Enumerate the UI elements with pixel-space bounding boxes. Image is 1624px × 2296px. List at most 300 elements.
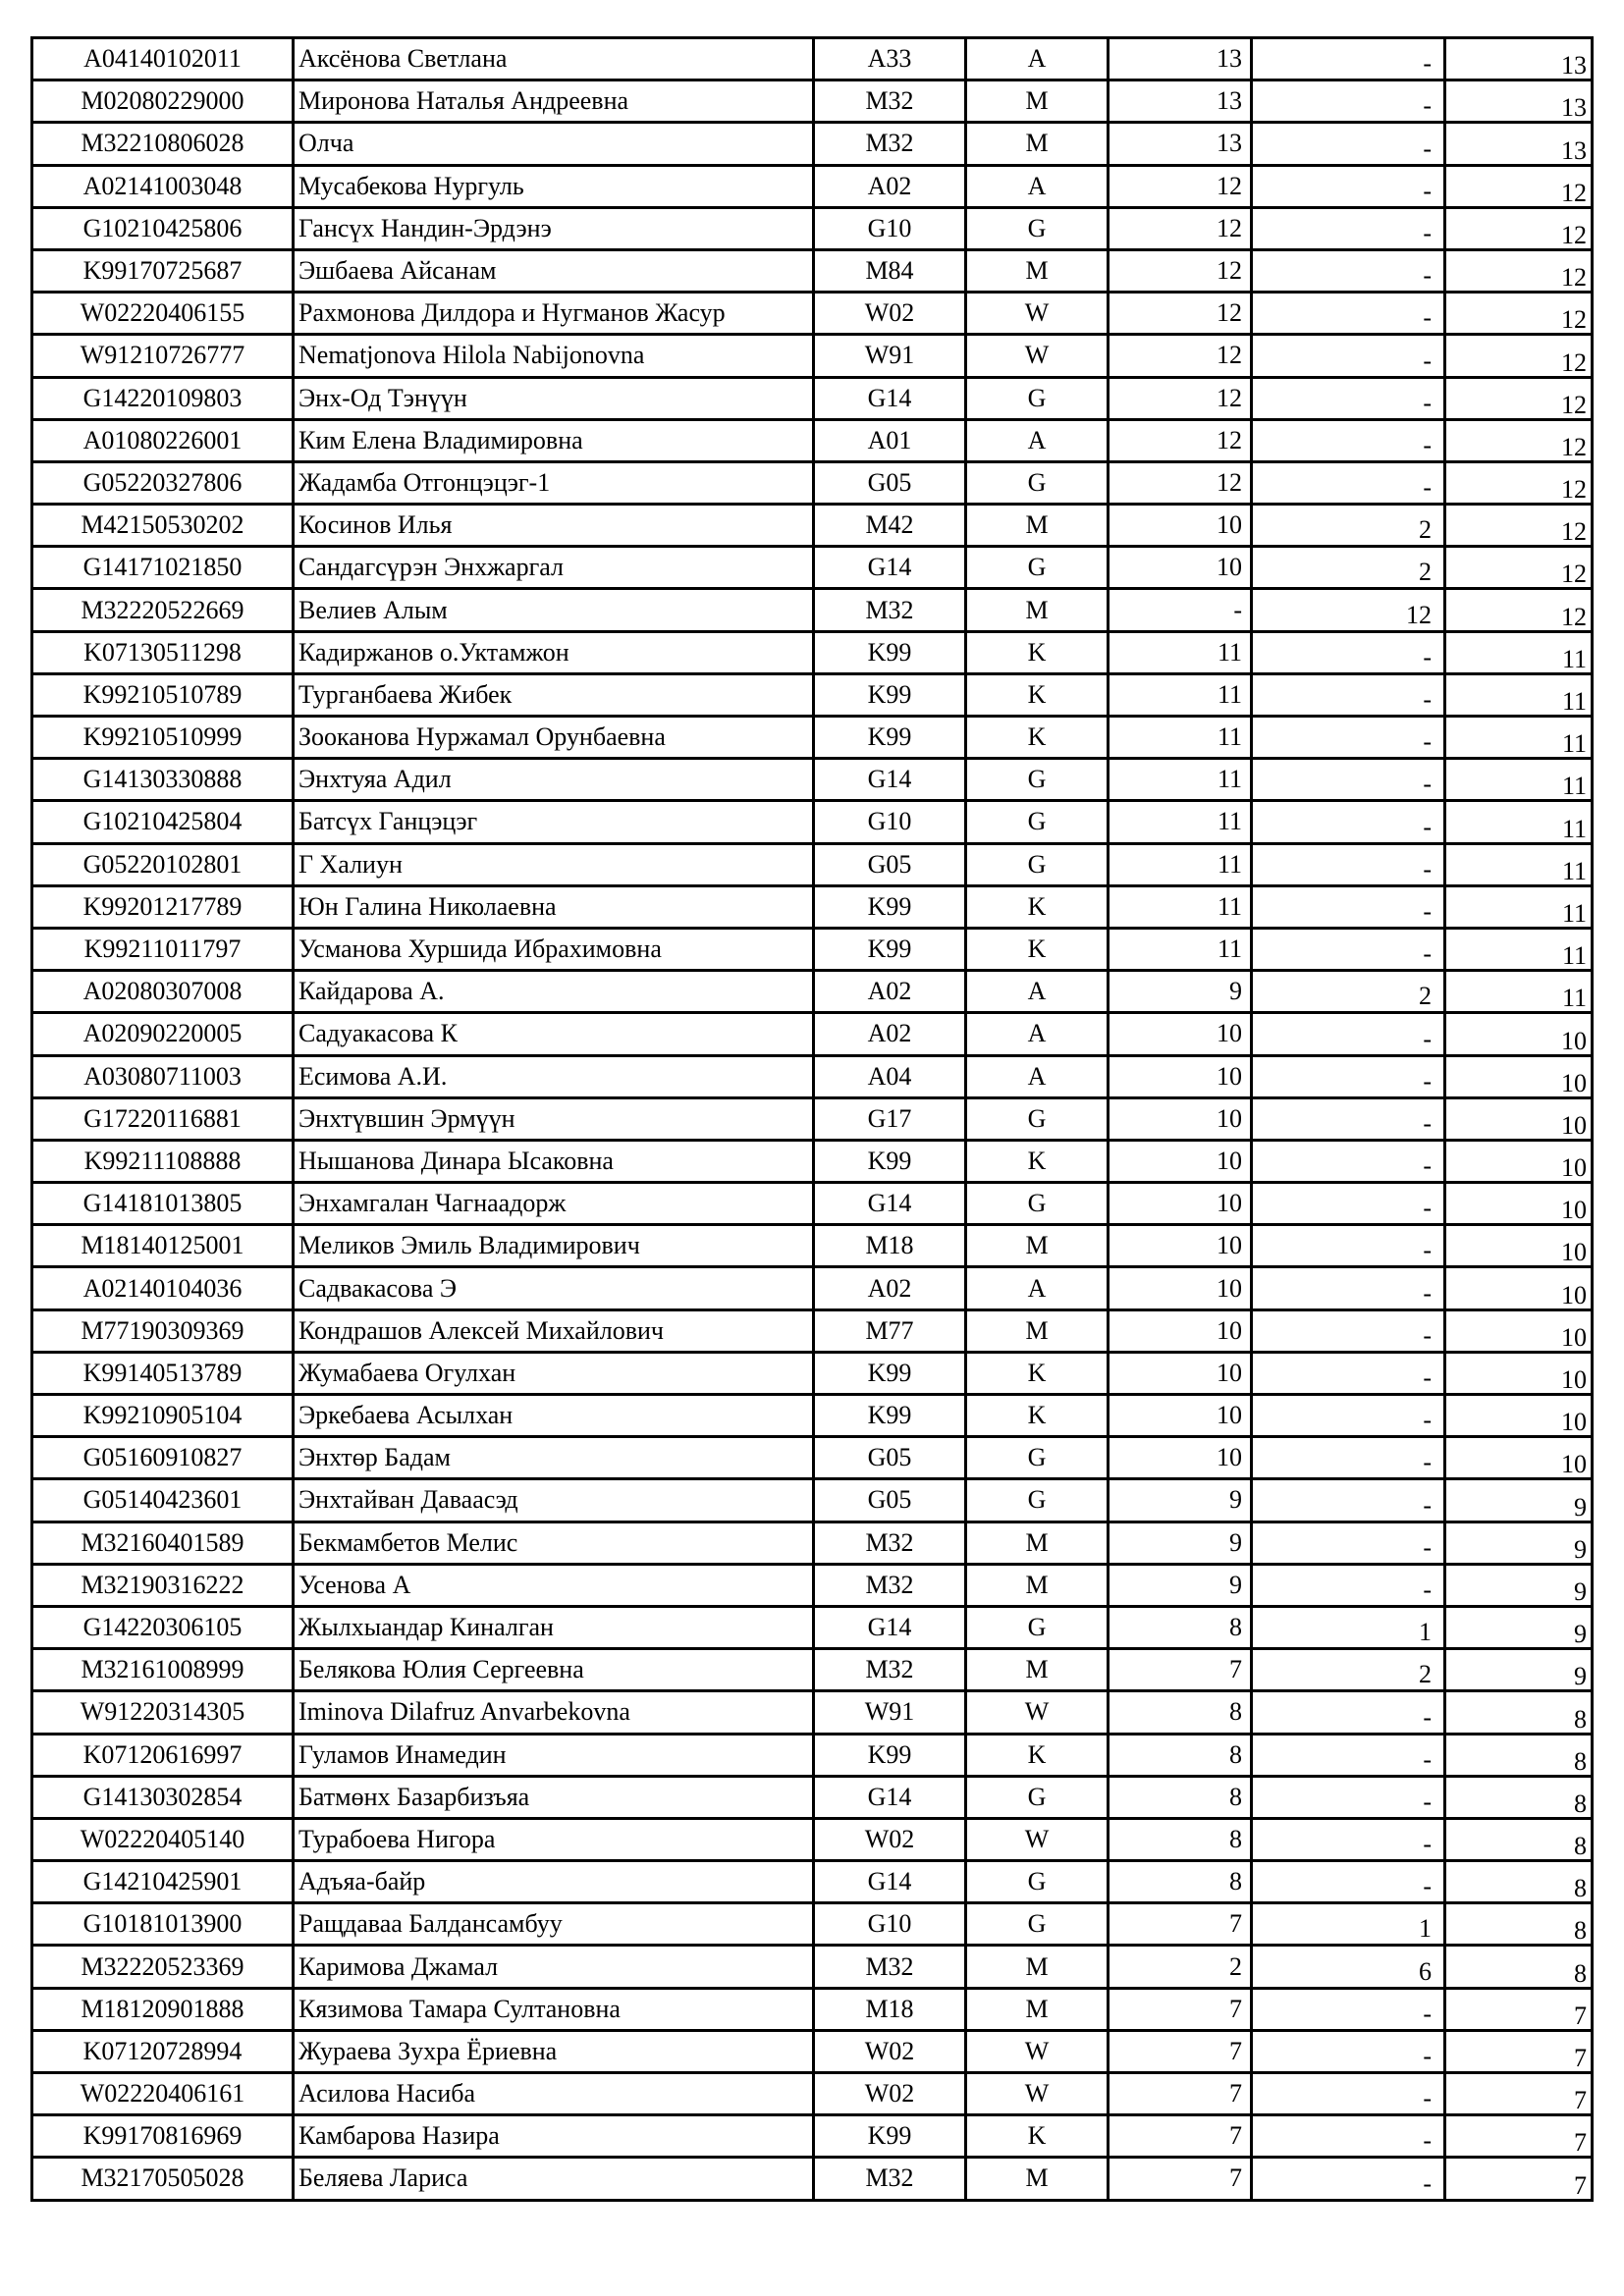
category-cell: K [966,631,1109,673]
participant-name-cell: Адъяа-байр [294,1861,814,1903]
points-primary-cell: 12 [1109,207,1252,249]
category-cell: G [966,1903,1109,1946]
points-bonus-cell: - [1252,1988,1445,2030]
points-bonus-cell: 6 [1252,1946,1445,1988]
points-primary-cell: 10 [1109,505,1252,547]
table-row [32,971,1593,1013]
table-row [32,1352,1593,1394]
points-total-cell: 9 [1445,1522,1593,1564]
points-total-cell: 10 [1445,1013,1593,1055]
category-cell: M [966,505,1109,547]
points-primary-cell: 11 [1109,631,1252,673]
group-code-cell: A02 [814,165,966,207]
participant-id-cell: M18140125001 [32,1225,294,1267]
points-primary-cell: 2 [1109,1946,1252,1988]
participant-name-cell: Мусабекова Нургуль [294,165,814,207]
table-row [32,1564,1593,1606]
points-primary-cell: 9 [1109,1522,1252,1564]
points-primary-cell: 10 [1109,1225,1252,1267]
participant-name-cell: Гансүх Нандин-Эрдэнэ [294,207,814,249]
table-row [32,2073,1593,2115]
participant-name-cell: Кондрашов Алексей Михайлович [294,1309,814,1352]
participant-id-cell: M32220522669 [32,589,294,631]
category-cell: A [966,1055,1109,1097]
table-row [32,1097,1593,1140]
points-primary-cell: 10 [1109,1097,1252,1140]
participant-name-cell: Косинов Илья [294,505,814,547]
group-code-cell: M32 [814,80,966,123]
category-cell: A [966,1267,1109,1309]
participant-name-cell: Эшбаева Айсанам [294,249,814,292]
group-code-cell: G14 [814,1861,966,1903]
points-bonus-cell: - [1252,801,1445,843]
points-bonus-cell: - [1252,1183,1445,1225]
participant-id-cell: G14171021850 [32,547,294,589]
points-primary-cell: 8 [1109,1691,1252,1734]
participant-id-cell: K99140513789 [32,1352,294,1394]
table-row [32,801,1593,843]
points-primary-cell: 10 [1109,547,1252,589]
category-cell: A [966,1013,1109,1055]
participant-id-cell: A04140102011 [32,38,294,80]
group-code-cell: W02 [814,1818,966,1860]
participant-name-cell: Каримова Джамал [294,1946,814,1988]
table-row [32,165,1593,207]
table-row [32,547,1593,589]
participant-id-cell: W91210726777 [32,335,294,377]
points-total-cell: 10 [1445,1267,1593,1309]
group-code-cell: G17 [814,1097,966,1140]
points-total-cell: 11 [1445,885,1593,928]
table-row [32,1479,1593,1522]
points-total-cell: 10 [1445,1097,1593,1140]
points-bonus-cell: - [1252,1225,1445,1267]
points-primary-cell: 11 [1109,717,1252,759]
points-primary-cell: 10 [1109,1183,1252,1225]
table-row [32,1818,1593,1860]
points-primary-cell: 10 [1109,1055,1252,1097]
points-total-cell: 10 [1445,1225,1593,1267]
participant-id-cell: G14130330888 [32,759,294,801]
points-total-cell: 12 [1445,505,1593,547]
group-code-cell: K99 [814,717,966,759]
participant-name-cell: Жылхыандар Киналган [294,1606,814,1648]
points-primary-cell: 12 [1109,461,1252,504]
participant-name-cell: Ким Елена Владимировна [294,419,814,461]
points-primary-cell: 7 [1109,1903,1252,1946]
participant-id-cell: G05160910827 [32,1437,294,1479]
table-row [32,1183,1593,1225]
participant-name-cell: Есимова А.И. [294,1055,814,1097]
points-bonus-cell: - [1252,1564,1445,1606]
points-bonus-cell: - [1252,1055,1445,1097]
group-code-cell: G14 [814,1606,966,1648]
category-cell: M [966,249,1109,292]
points-total-cell: 11 [1445,971,1593,1013]
group-code-cell: K99 [814,1140,966,1182]
participant-id-cell: K99210905104 [32,1395,294,1437]
category-cell: G [966,759,1109,801]
points-total-cell: 11 [1445,631,1593,673]
points-total-cell: 11 [1445,717,1593,759]
table-row [32,1903,1593,1946]
points-total-cell: 12 [1445,377,1593,419]
points-bonus-cell: - [1252,1437,1445,1479]
participant-name-cell: Садуакасова К [294,1013,814,1055]
participant-name-cell: Зооканова Нуржамал Орунбаевна [294,717,814,759]
points-total-cell: 12 [1445,335,1593,377]
participant-id-cell: K07120616997 [32,1734,294,1776]
points-bonus-cell: - [1252,165,1445,207]
table-row [32,123,1593,165]
points-bonus-cell: - [1252,631,1445,673]
category-cell: K [966,1395,1109,1437]
group-code-cell: M32 [814,589,966,631]
group-code-cell: W02 [814,2073,966,2115]
participant-id-cell: A03080711003 [32,1055,294,1097]
table-row [32,1225,1593,1267]
table-row [32,1946,1593,1988]
points-bonus-cell: - [1252,759,1445,801]
group-code-cell: W91 [814,335,966,377]
participant-id-cell: G10181013900 [32,1903,294,1946]
participant-name-cell: Аксёнова Светлана [294,38,814,80]
points-total-cell: 9 [1445,1606,1593,1648]
group-code-cell: G05 [814,461,966,504]
participant-name-cell: Меликов Эмиль Владимирович [294,1225,814,1267]
points-total-cell: 8 [1445,1946,1593,1988]
category-cell: M [966,1522,1109,1564]
participant-name-cell: Энх-Од Тэнүүн [294,377,814,419]
points-total-cell: 12 [1445,547,1593,589]
points-bonus-cell: - [1252,1395,1445,1437]
points-bonus-cell: - [1252,717,1445,759]
participant-name-cell: Ращдаваа Балдансамбуу [294,1903,814,1946]
participant-id-cell: K99210510789 [32,673,294,716]
category-cell: G [966,843,1109,885]
category-cell: K [966,1734,1109,1776]
points-primary-cell: 13 [1109,123,1252,165]
points-bonus-cell: - [1252,1267,1445,1309]
points-primary-cell: 10 [1109,1352,1252,1394]
participant-id-cell: W02220405140 [32,1818,294,1860]
results-table [30,36,1594,2202]
points-bonus-cell: - [1252,928,1445,970]
points-total-cell: 12 [1445,207,1593,249]
participant-name-cell: Нышанова Динара Ысаковна [294,1140,814,1182]
category-cell: G [966,207,1109,249]
points-bonus-cell: - [1252,843,1445,885]
points-total-cell: 12 [1445,249,1593,292]
group-code-cell: M32 [814,1564,966,1606]
participant-id-cell: G05220102801 [32,843,294,885]
table-row [32,419,1593,461]
category-cell: G [966,1183,1109,1225]
points-primary-cell: 9 [1109,1479,1252,1522]
points-total-cell: 11 [1445,928,1593,970]
group-code-cell: G14 [814,759,966,801]
category-cell: G [966,377,1109,419]
participant-name-cell: Г Халиун [294,843,814,885]
participant-name-cell: Iminova Dilafruz Anvarbekovna [294,1691,814,1734]
group-code-cell: M18 [814,1988,966,2030]
participant-id-cell: G14220109803 [32,377,294,419]
table-row [32,2030,1593,2072]
group-code-cell: G14 [814,1776,966,1818]
participant-name-cell: Юн Галина Николаевна [294,885,814,928]
group-code-cell: M18 [814,1225,966,1267]
points-total-cell: 8 [1445,1861,1593,1903]
group-code-cell: W02 [814,293,966,335]
points-primary-cell: 12 [1109,377,1252,419]
table-row [32,673,1593,716]
group-code-cell: G14 [814,377,966,419]
category-cell: G [966,1606,1109,1648]
participant-id-cell: A02140104036 [32,1267,294,1309]
category-cell: M [966,1309,1109,1352]
points-bonus-cell: 2 [1252,971,1445,1013]
participant-name-cell: Энхтөр Бадам [294,1437,814,1479]
points-bonus-cell: - [1252,80,1445,123]
participant-name-cell: Усенова А [294,1564,814,1606]
category-cell: K [966,717,1109,759]
participant-name-cell: Батсүх Ганцэцэг [294,801,814,843]
points-total-cell: 7 [1445,2115,1593,2158]
points-total-cell: 8 [1445,1903,1593,1946]
points-total-cell: 9 [1445,1649,1593,1691]
points-primary-cell: 11 [1109,673,1252,716]
points-total-cell: 12 [1445,419,1593,461]
participant-id-cell: M32170505028 [32,2158,294,2200]
points-primary-cell: 8 [1109,1818,1252,1860]
points-total-cell: 8 [1445,1776,1593,1818]
table-row [32,1013,1593,1055]
category-cell: M [966,2158,1109,2200]
participant-name-cell: Кайдарова А. [294,971,814,1013]
table-row [32,335,1593,377]
participant-name-cell: Турабоева Нигора [294,1818,814,1860]
table-row [32,1776,1593,1818]
table-row [32,1606,1593,1648]
participant-id-cell: A01080226001 [32,419,294,461]
group-code-cell: K99 [814,673,966,716]
participant-name-cell: Энхамгалан Чагнаадорж [294,1183,814,1225]
group-code-cell: G10 [814,801,966,843]
table-row [32,759,1593,801]
points-bonus-cell: - [1252,419,1445,461]
table-row [32,631,1593,673]
participant-id-cell: K99170725687 [32,249,294,292]
participant-name-cell: Олча [294,123,814,165]
table-row [32,293,1593,335]
category-cell: G [966,1479,1109,1522]
points-bonus-cell: 1 [1252,1606,1445,1648]
group-code-cell: M32 [814,123,966,165]
category-cell: K [966,1140,1109,1182]
participant-name-cell: Энхтуяа Адил [294,759,814,801]
points-bonus-cell: - [1252,673,1445,716]
participant-id-cell: M77190309369 [32,1309,294,1352]
category-cell: K [966,928,1109,970]
points-primary-cell: 12 [1109,335,1252,377]
group-code-cell: M77 [814,1309,966,1352]
category-cell: G [966,1097,1109,1140]
participant-name-cell: Рахмонова Дилдора и Нугманов Жасур [294,293,814,335]
points-primary-cell: 12 [1109,165,1252,207]
group-code-cell: K99 [814,1352,966,1394]
participant-name-cell: Гуламов Инамедин [294,1734,814,1776]
group-code-cell: K99 [814,885,966,928]
participant-id-cell: A02080307008 [32,971,294,1013]
points-primary-cell: 7 [1109,1988,1252,2030]
participant-id-cell: W91220314305 [32,1691,294,1734]
points-total-cell: 10 [1445,1395,1593,1437]
group-code-cell: A02 [814,1013,966,1055]
points-total-cell: 7 [1445,1988,1593,2030]
participant-id-cell: K99211108888 [32,1140,294,1182]
participant-id-cell: G14220306105 [32,1606,294,1648]
points-total-cell: 7 [1445,2158,1593,2200]
points-bonus-cell: - [1252,461,1445,504]
group-code-cell: G05 [814,1437,966,1479]
points-total-cell: 10 [1445,1437,1593,1479]
points-bonus-cell: - [1252,377,1445,419]
points-bonus-cell: - [1252,1309,1445,1352]
participant-name-cell: Белякова Юлия Сергеевна [294,1649,814,1691]
points-bonus-cell: - [1252,1097,1445,1140]
points-bonus-cell: 2 [1252,1649,1445,1691]
points-total-cell: 10 [1445,1055,1593,1097]
table-row [32,1267,1593,1309]
points-primary-cell: 8 [1109,1734,1252,1776]
group-code-cell: M84 [814,249,966,292]
points-bonus-cell: - [1252,885,1445,928]
points-total-cell: 10 [1445,1140,1593,1182]
group-code-cell: K99 [814,1734,966,1776]
participant-id-cell: G17220116881 [32,1097,294,1140]
participant-name-cell: Беляева Лариса [294,2158,814,2200]
points-primary-cell: 8 [1109,1776,1252,1818]
points-bonus-cell: - [1252,1013,1445,1055]
table-row [32,38,1593,80]
category-cell: K [966,2115,1109,2158]
points-primary-cell: 7 [1109,1649,1252,1691]
points-total-cell: 8 [1445,1818,1593,1860]
points-primary-cell: 7 [1109,2030,1252,2072]
points-primary-cell: 11 [1109,928,1252,970]
points-bonus-cell: - [1252,2030,1445,2072]
participant-id-cell: K99201217789 [32,885,294,928]
points-total-cell: 11 [1445,673,1593,716]
category-cell: G [966,547,1109,589]
participant-id-cell: K99170816969 [32,2115,294,2158]
participant-id-cell: K99210510999 [32,717,294,759]
participant-id-cell: M02080229000 [32,80,294,123]
participant-id-cell: K99211011797 [32,928,294,970]
participant-name-cell: Бекмамбетов Мелис [294,1522,814,1564]
points-total-cell: 10 [1445,1183,1593,1225]
table-row [32,885,1593,928]
participant-name-cell: Nematjonova Hilola Nabijonovna [294,335,814,377]
category-cell: M [966,1649,1109,1691]
table-row [32,1691,1593,1734]
participant-name-cell: Кязимова Тамара Султановна [294,1988,814,2030]
points-bonus-cell: - [1252,1818,1445,1860]
category-cell: G [966,1861,1109,1903]
points-bonus-cell: - [1252,1861,1445,1903]
points-primary-cell: 11 [1109,885,1252,928]
points-primary-cell: - [1109,589,1252,631]
group-code-cell: M32 [814,1946,966,1988]
table-row [32,589,1593,631]
category-cell: K [966,885,1109,928]
group-code-cell: A02 [814,1267,966,1309]
points-primary-cell: 10 [1109,1267,1252,1309]
points-total-cell: 13 [1445,80,1593,123]
points-primary-cell: 7 [1109,2073,1252,2115]
points-total-cell: 8 [1445,1734,1593,1776]
results-table-body [32,38,1593,2201]
points-bonus-cell: - [1252,1479,1445,1522]
points-bonus-cell: - [1252,2115,1445,2158]
category-cell: M [966,1564,1109,1606]
table-row [32,207,1593,249]
points-bonus-cell: - [1252,1140,1445,1182]
category-cell: G [966,801,1109,843]
table-row [32,2158,1593,2200]
points-bonus-cell: - [1252,335,1445,377]
participant-name-cell: Велиев Алым [294,589,814,631]
group-code-cell: M42 [814,505,966,547]
points-primary-cell: 10 [1109,1437,1252,1479]
participant-name-cell: Миронова Наталья Андреевна [294,80,814,123]
group-code-cell: G10 [814,1903,966,1946]
group-code-cell: K99 [814,2115,966,2158]
points-primary-cell: 11 [1109,801,1252,843]
points-bonus-cell: 1 [1252,1903,1445,1946]
table-row [32,843,1593,885]
table-row [32,80,1593,123]
group-code-cell: G10 [814,207,966,249]
table-row [32,1395,1593,1437]
group-code-cell: W02 [814,2030,966,2072]
participant-id-cell: M18120901888 [32,1988,294,2030]
category-cell: A [966,419,1109,461]
category-cell: A [966,165,1109,207]
points-primary-cell: 10 [1109,1140,1252,1182]
table-row [32,1309,1593,1352]
points-total-cell: 11 [1445,759,1593,801]
points-primary-cell: 10 [1109,1013,1252,1055]
table-row [32,1437,1593,1479]
points-total-cell: 9 [1445,1479,1593,1522]
points-total-cell: 8 [1445,1691,1593,1734]
points-primary-cell: 7 [1109,2115,1252,2158]
category-cell: M [966,589,1109,631]
table-row [32,505,1593,547]
points-bonus-cell: - [1252,2158,1445,2200]
points-total-cell: 10 [1445,1352,1593,1394]
table-row [32,717,1593,759]
participant-id-cell: M32160401589 [32,1522,294,1564]
category-cell: G [966,461,1109,504]
category-cell: A [966,971,1109,1013]
points-primary-cell: 10 [1109,1309,1252,1352]
participant-name-cell: Кадиржанов о.Уктамжон [294,631,814,673]
category-cell: W [966,2030,1109,2072]
table-row [32,1055,1593,1097]
points-primary-cell: 13 [1109,38,1252,80]
